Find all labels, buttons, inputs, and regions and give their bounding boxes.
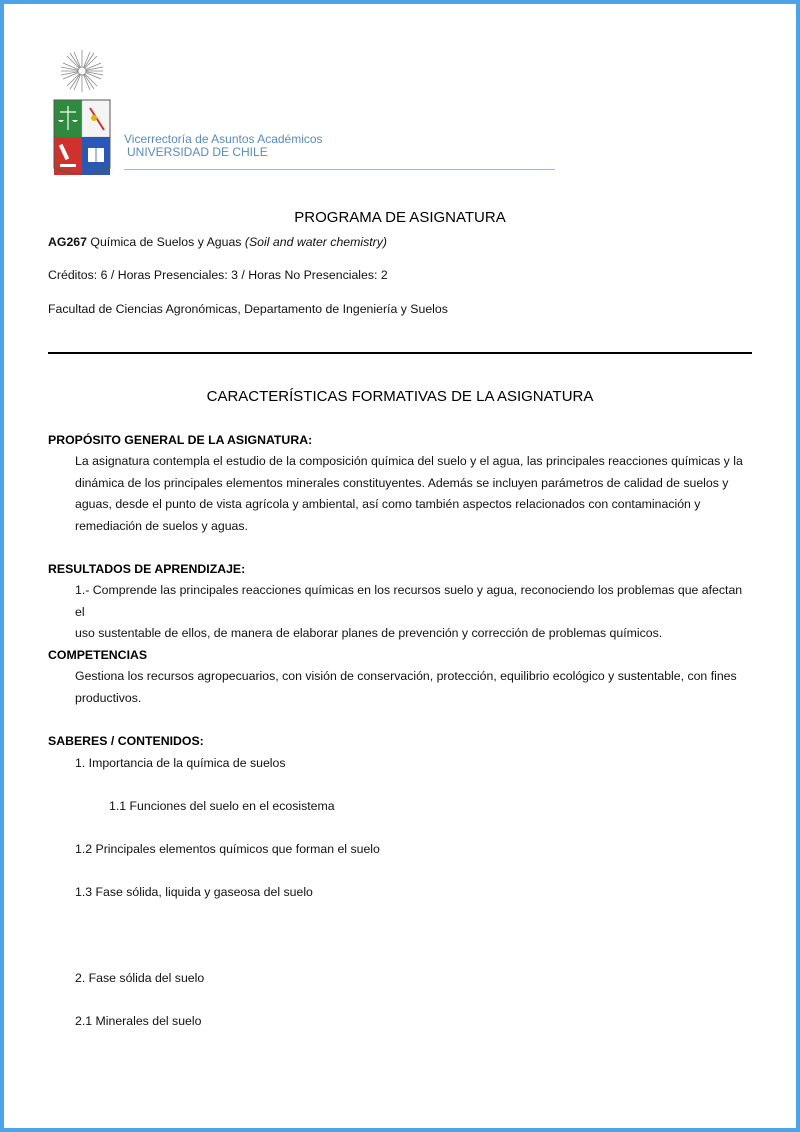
course-name: Química de Suelos y Aguas bbox=[86, 235, 245, 249]
contents-item: 1. Importancia de la química de suelos bbox=[75, 756, 286, 770]
purpose-line: La asignatura contempla el estudio de la composición química del suelo y el agua, las principales reacciones químicas y la bbox=[75, 454, 743, 468]
outcomes-paragraph bbox=[75, 580, 751, 645]
shield-icon bbox=[54, 100, 110, 175]
contents-item: 2.1 Minerales del suelo bbox=[75, 1014, 202, 1028]
header-divider bbox=[124, 169, 555, 170]
purpose-heading: PROPÓSITO GENERAL DE LA ASIGNATURA: bbox=[48, 433, 313, 447]
course-line bbox=[48, 235, 387, 250]
institution-name bbox=[124, 133, 323, 159]
page-title: PROGRAMA DE ASIGNATURA bbox=[294, 209, 506, 226]
competencies-line: productivos. bbox=[75, 690, 142, 705]
course-name-english: (Soil and water chemistry) bbox=[244, 235, 388, 249]
outcomes-line: 1.- Comprende las principales reacciones químicas en los recursos suelo y agua, reconociendo los problemas que afectan el bbox=[75, 583, 743, 619]
university-crest-logo bbox=[50, 48, 114, 178]
competencies-paragraph bbox=[75, 666, 751, 709]
purpose-line: aguas, desde el punto de vista agrícola y ambiental, así como también aspectos relacionados con contaminación y bbox=[75, 497, 701, 511]
course-code: AG267 bbox=[48, 235, 87, 249]
contents-item: 1.3 Fase sólida, liquida y gaseosa del suelo bbox=[75, 885, 313, 899]
purpose-line: dinámica de los principales elementos minerales constituyentes. Además se incluyen parámetros de calidad de suelos y bbox=[75, 475, 729, 490]
contents-item: 1.2 Principales elementos químicos que forman el suelo bbox=[75, 842, 380, 856]
competencies-line: Gestiona los recursos agropecuarios, con visión de conservación, protección, equilibrio ecológico y sustentable, con fines bbox=[75, 669, 737, 683]
institution-vicerrectoria: Vicerrectoría de Asuntos Académicos bbox=[124, 132, 323, 146]
credits-line: Créditos: 6 / Horas Presenciales: 3 / Horas No Presenciales: 2 bbox=[48, 268, 388, 282]
outcomes-line: uso sustentable de ellos, de manera de elaborar planes de prevención y corrección de problemas químicos. bbox=[75, 626, 663, 640]
contents-heading: SABERES / CONTENIDOS: bbox=[48, 734, 204, 748]
contents-item: 2. Fase sólida del suelo bbox=[75, 971, 205, 985]
institution-university: UNIVERSIDAD DE CHILE bbox=[127, 145, 268, 159]
outcomes-heading: RESULTADOS DE APRENDIZAJE: bbox=[48, 562, 246, 576]
competencies-heading: COMPETENCIAS bbox=[48, 648, 148, 662]
purpose-paragraph bbox=[75, 451, 751, 537]
purpose-line: remediación de suelos y aguas. bbox=[75, 518, 248, 533]
section-divider bbox=[48, 352, 752, 354]
section-title: CARACTERÍSTICAS FORMATIVAS DE LA ASIGNATURA bbox=[206, 388, 594, 405]
faculty-line: Facultad de Ciencias Agronómicas, Departamento de Ingeniería y Suelos bbox=[48, 302, 448, 316]
contents-item: 1.1 Funciones del suelo en el ecosistema bbox=[109, 799, 335, 813]
